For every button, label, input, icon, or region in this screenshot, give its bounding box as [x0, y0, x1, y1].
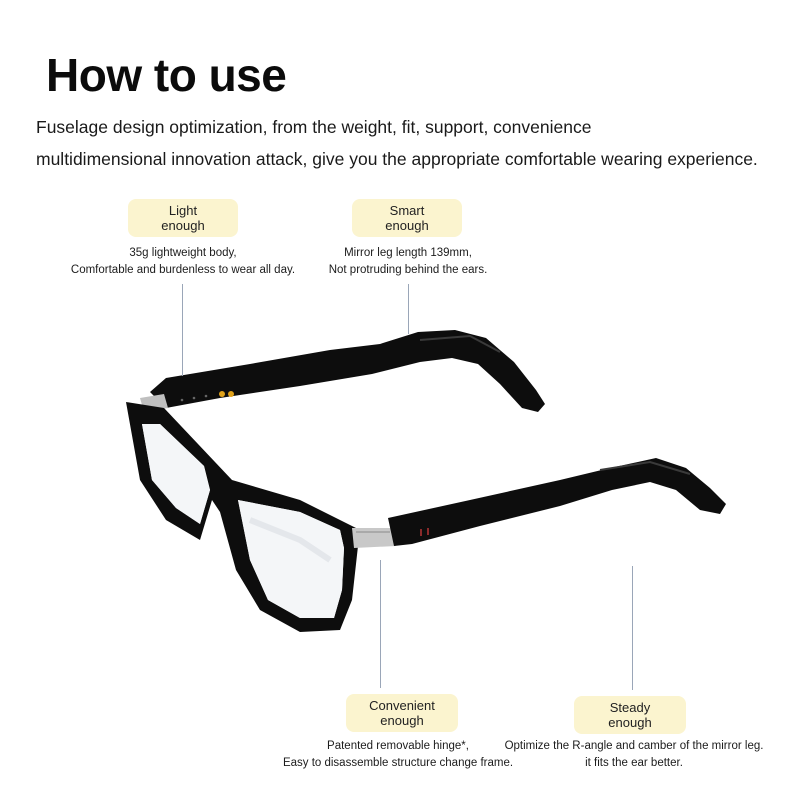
badge-label: Steady [609, 700, 651, 715]
near-temple-arm [388, 458, 726, 546]
feature-desc-convenient [272, 738, 524, 772]
led-dot [228, 391, 234, 397]
desc-line: Not protruding behind the ears. [328, 264, 488, 276]
badge-label: Light [168, 203, 198, 218]
feature-desc-smart [306, 245, 510, 279]
led-dot [219, 391, 225, 397]
leader-line-steady [632, 566, 633, 690]
feature-badge-light [128, 199, 238, 237]
intro-line-1: Fuselage design optimization, from the weight, fit, support, convenience [36, 117, 592, 137]
feature-desc-steady [494, 738, 774, 772]
desc-line: Patented removable hinge*, [327, 740, 469, 752]
feature-badge-smart [352, 199, 462, 237]
desc-line: 35g lightweight body, [129, 247, 237, 259]
feature-badge-steady [574, 696, 686, 734]
desc-line: Easy to disassemble structure change frame. [282, 757, 514, 769]
badge-label: Smart [389, 203, 425, 218]
leader-line-smart [408, 284, 409, 334]
far-temple-arm [150, 330, 545, 412]
badge-label: Convenient [369, 698, 435, 713]
leader-line-convenient [380, 560, 381, 688]
badge-label: enough [380, 713, 424, 728]
desc-line: Comfortable and burdenless to wear all day. [70, 264, 296, 276]
desc-line: Optimize the R-angle and camber of the mirror leg. [504, 740, 764, 752]
desc-line: it fits the ear better. [585, 757, 683, 769]
intro-line-2: multidimensional innovation attack, give you the appropriate comfortable wearing experience. [36, 149, 758, 169]
page-title: How to use [46, 49, 287, 101]
badge-label: enough [608, 715, 652, 730]
desc-line: Mirror leg length 139mm, [344, 247, 472, 259]
badge-label: enough [385, 218, 429, 233]
leader-line-light [182, 284, 183, 376]
feature-desc-light [60, 245, 306, 279]
badge-label: enough [161, 218, 205, 233]
feature-badge-convenient [346, 694, 458, 732]
near-hinge [352, 528, 396, 548]
